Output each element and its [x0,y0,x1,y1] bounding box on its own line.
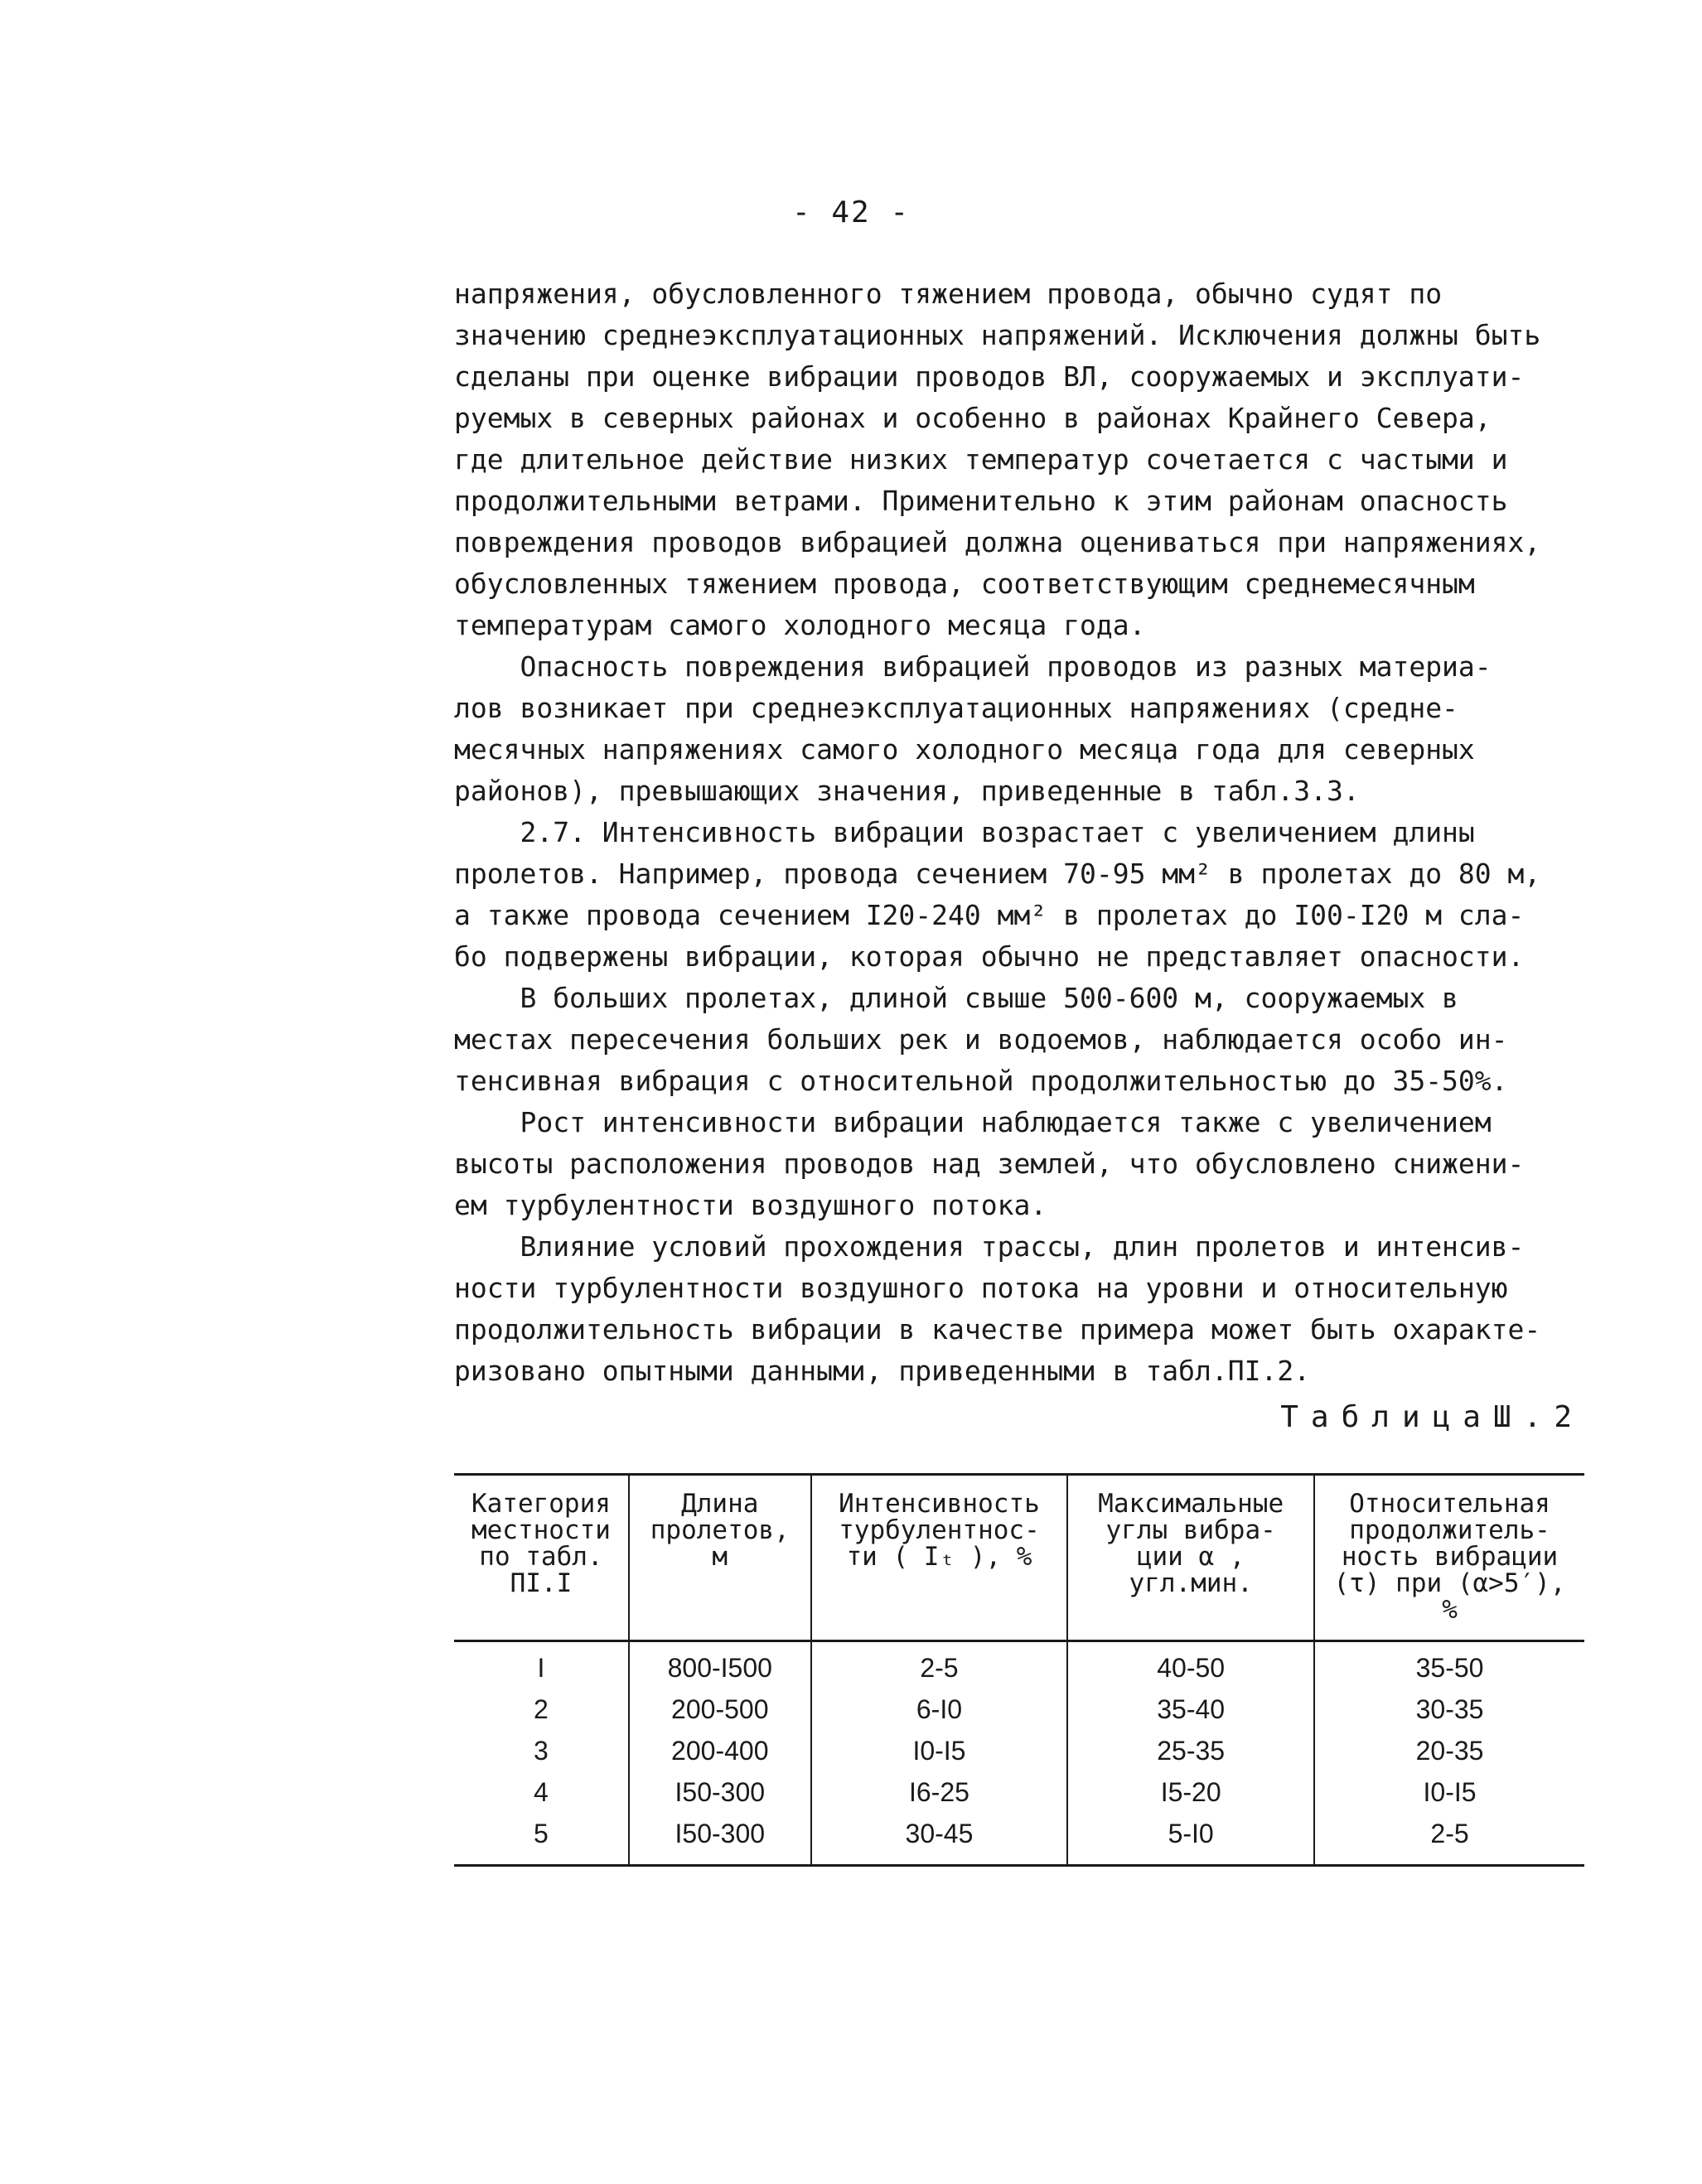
table-row [454,1641,1584,1689]
table-row [454,1689,1584,1730]
header-span-length [629,1475,811,1641]
table-cell: 800-I500 [629,1641,811,1689]
table-cell: I50-300 [629,1771,811,1813]
text-line: значению среднеэксплуатационных напряжений. Исключения должны быть [454,319,1541,351]
header-line: Интенсивность [839,1489,1040,1519]
table-cell: I0-I5 [1314,1771,1584,1813]
table-cell: 2-5 [1314,1813,1584,1866]
table-cell: 30-45 [811,1813,1068,1866]
header-max-vibration-angles [1067,1475,1314,1641]
header-category [454,1475,629,1641]
body-text [454,273,1581,1392]
table-cell: I [537,1653,545,1683]
paragraph-2 [454,646,1581,812]
text-line: Влияние условий прохождения трассы, длин пролетов и интенсив- [454,1230,1525,1263]
text-line: а также провода сечением I20-240 мм² в пролетах до I00-I20 м сла- [454,899,1525,931]
text-line: лов возникает при среднеэксплуатационных напряжениях (средне- [454,692,1458,724]
table-cell: 25-35 [1067,1730,1314,1771]
paragraph-4 [454,978,1581,1102]
header-line: % [1442,1595,1458,1625]
text-line: повреждения проводов вибрацией должна оцениваться при напряжениях, [454,526,1541,558]
text-line: 2.7. Интенсивность вибрации возрастает с увеличением длины [454,816,1475,848]
table-cell: 3 [534,1736,549,1766]
table-caption: ТаблицаШ.2 [1280,1400,1584,1434]
text-line: местах пересечения больших рек и водоемов, наблюдается особо ин- [454,1023,1508,1056]
text-line: где длительное действие низких температур сочетается с частыми и [454,443,1508,476]
text-line: пролетов. Например, провода сечением 70-95 мм² в пролетах до 80 м, [454,858,1541,890]
header-line: м [712,1542,728,1572]
header-line: ность вибрации [1341,1542,1559,1572]
data-table-container [454,1473,1584,1867]
table-cell: I50-300 [629,1813,811,1866]
header-line: местности [471,1515,611,1545]
table-cell: 200-400 [629,1730,811,1771]
header-line: продолжитель- [1349,1515,1550,1545]
table-cell: 2 [534,1694,549,1724]
header-line: ции α , [1136,1542,1245,1572]
text-line: Рост интенсивности вибрации наблюдается также с увеличением [454,1106,1492,1138]
table-cell: 200-500 [629,1689,811,1730]
text-line: руемых в северных районах и особенно в районах Крайнего Севера, [454,402,1492,434]
table-cell: I6-25 [811,1771,1068,1813]
paragraph-1 [454,273,1581,646]
table-row [454,1730,1584,1771]
header-line: углы вибра- [1105,1515,1276,1545]
text-line: ем турбулентности воздушного потока. [454,1189,1047,1221]
text-line: ризовано опытными данными, приведенными в табл.ПI.2. [454,1355,1311,1387]
table-cell: 2-5 [811,1641,1068,1689]
header-line: ти ( Iₜ ), % [846,1542,1032,1572]
text-line: высоты расположения проводов над землей, что обусловлено снижени- [454,1148,1525,1180]
text-line: районов), превышающих значения, приведенные в табл.3.3. [454,775,1360,807]
table-header-row [454,1475,1584,1641]
header-turbulence-intensity [811,1475,1068,1641]
table-cell: 6-I0 [811,1689,1068,1730]
table-cell: 20-35 [1314,1730,1584,1771]
text-line: продолжительность вибрации в качестве примера может быть охаракте- [454,1313,1541,1346]
table-cell: 4 [534,1777,549,1807]
header-line: пролетов, [650,1515,790,1545]
text-line: В больших пролетах, длиной свыше 500-600 м, сооружаемых в [454,982,1458,1014]
table-cell: 40-50 [1067,1641,1314,1689]
table-row [454,1771,1584,1813]
header-line: ПI.I [510,1568,573,1598]
header-line: (τ) при (α>5′), [1333,1568,1566,1598]
data-table [454,1473,1584,1867]
text-line: месячных напряжениях самого холодного месяца года для северных [454,733,1475,766]
header-line: Категория [471,1489,611,1519]
text-line: тенсивная вибрация с относительной продолжительностью до 35-50%. [454,1065,1508,1097]
table-cell: I0-I5 [811,1730,1068,1771]
header-relative-duration [1314,1475,1584,1641]
table-cell: I5-20 [1067,1771,1314,1813]
header-line: Относительная [1349,1489,1550,1519]
header-line: турбулентнос- [839,1515,1040,1545]
header-line: по табл. [479,1542,603,1572]
table-cell: 5 [534,1819,549,1848]
text-line: ности турбулентности воздушного потока на уровни и относительную [454,1272,1508,1304]
header-line: угл.мин. [1129,1568,1253,1598]
text-line: обусловленных тяжением провода, соответствующим среднемесячным [454,568,1475,600]
table-cell: 5-I0 [1067,1813,1314,1866]
table-cell: 35-40 [1067,1689,1314,1730]
header-line: Максимальные [1098,1489,1284,1519]
page-number: - 42 - [791,196,911,230]
paragraph-5 [454,1102,1581,1226]
text-line: температурам самого холодного месяца года. [454,609,1146,641]
header-line: Длина [681,1489,759,1519]
text-line: сделаны при оценке вибрации проводов ВЛ, сооружаемых и эксплуати- [454,360,1525,393]
text-line: напряжения, обусловленного тяжением провода, обычно судят по [454,278,1443,310]
paragraph-3 [454,812,1581,978]
table-cell: 30-35 [1314,1689,1584,1730]
text-line: продолжительными ветрами. Применительно к этим районам опасность [454,485,1508,517]
paragraph-6 [454,1226,1581,1392]
table-cell: 35-50 [1314,1641,1584,1689]
table-row [454,1813,1584,1866]
text-line: Опасность повреждения вибрацией проводов из разных материа- [454,650,1492,683]
text-line: бо подвержены вибрации, которая обычно не представляет опасности. [454,940,1525,973]
